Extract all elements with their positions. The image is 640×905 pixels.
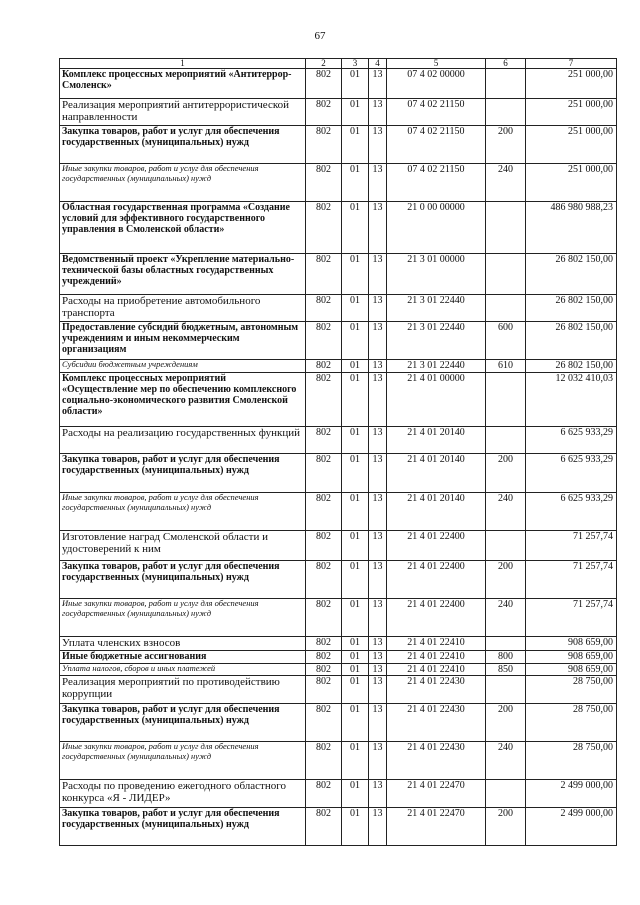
row-amount: 2 499 000,00 bbox=[526, 780, 617, 808]
row-amount: 2 499 000,00 bbox=[526, 808, 617, 846]
table-row bbox=[60, 780, 617, 808]
table-row bbox=[60, 454, 617, 493]
col-header-6: 6 bbox=[486, 59, 526, 69]
row-expense-type bbox=[486, 427, 526, 454]
row-admin-code: 802 bbox=[306, 373, 342, 427]
row-expense-type: 200 bbox=[486, 126, 526, 164]
row-name: Изготовление наград Смоленской области и удостоверений к ним bbox=[60, 531, 306, 561]
table-row bbox=[60, 69, 617, 99]
row-amount: 28 750,00 bbox=[526, 704, 617, 742]
col-header-5: 5 bbox=[387, 59, 486, 69]
row-expense-type bbox=[486, 202, 526, 254]
row-admin-code: 802 bbox=[306, 637, 342, 651]
row-name: Расходы на приобретение автомобильного транспорта bbox=[60, 295, 306, 322]
row-admin-code: 802 bbox=[306, 651, 342, 664]
row-admin-code: 802 bbox=[306, 69, 342, 99]
row-name: Закупка товаров, работ и услуг для обеспечения государственных (муниципальных) нужд bbox=[60, 561, 306, 599]
row-section: 01 bbox=[342, 780, 369, 808]
row-expense-type bbox=[486, 637, 526, 651]
row-target-article: 07 4 02 21150 bbox=[387, 164, 486, 202]
table-row bbox=[60, 742, 617, 780]
col-header-2: 2 bbox=[306, 59, 342, 69]
row-amount: 251 000,00 bbox=[526, 126, 617, 164]
row-expense-type: 200 bbox=[486, 808, 526, 846]
row-subsection: 13 bbox=[369, 742, 387, 780]
row-section: 01 bbox=[342, 493, 369, 531]
row-subsection: 13 bbox=[369, 664, 387, 676]
table-row bbox=[60, 99, 617, 126]
row-target-article: 07 4 02 21150 bbox=[387, 99, 486, 126]
row-target-article: 21 0 00 00000 bbox=[387, 202, 486, 254]
row-admin-code: 802 bbox=[306, 360, 342, 373]
row-subsection: 13 bbox=[369, 427, 387, 454]
row-section: 01 bbox=[342, 427, 369, 454]
row-subsection: 13 bbox=[369, 69, 387, 99]
row-expense-type bbox=[486, 69, 526, 99]
row-admin-code: 802 bbox=[306, 704, 342, 742]
row-expense-type: 240 bbox=[486, 742, 526, 780]
table-row bbox=[60, 126, 617, 164]
row-section: 01 bbox=[342, 808, 369, 846]
row-subsection: 13 bbox=[369, 322, 387, 360]
row-target-article: 21 4 01 20140 bbox=[387, 454, 486, 493]
table-row bbox=[60, 704, 617, 742]
row-subsection: 13 bbox=[369, 676, 387, 704]
row-expense-type: 600 bbox=[486, 322, 526, 360]
row-expense-type: 850 bbox=[486, 664, 526, 676]
row-subsection: 13 bbox=[369, 360, 387, 373]
row-amount: 71 257,74 bbox=[526, 561, 617, 599]
table-row bbox=[60, 664, 617, 676]
row-name: Расходы на реализацию государственных функций bbox=[60, 427, 306, 454]
row-name: Реализация мероприятий по противодействию коррупции bbox=[60, 676, 306, 704]
row-section: 01 bbox=[342, 99, 369, 126]
table-row bbox=[60, 202, 617, 254]
table-row bbox=[60, 651, 617, 664]
row-expense-type: 200 bbox=[486, 704, 526, 742]
row-section: 01 bbox=[342, 322, 369, 360]
row-section: 01 bbox=[342, 454, 369, 493]
header-row bbox=[60, 59, 617, 69]
row-admin-code: 802 bbox=[306, 164, 342, 202]
row-amount: 71 257,74 bbox=[526, 599, 617, 637]
row-section: 01 bbox=[342, 360, 369, 373]
row-name: Областная государственная программа «Создание условий для эффективного государственного управления в Смоленской области» bbox=[60, 202, 306, 254]
row-expense-type: 610 bbox=[486, 360, 526, 373]
row-amount: 486 980 988,23 bbox=[526, 202, 617, 254]
row-name: Субсидии бюджетным учреждениям bbox=[60, 360, 306, 373]
row-name: Закупка товаров, работ и услуг для обеспечения государственных (муниципальных) нужд bbox=[60, 454, 306, 493]
row-target-article: 21 4 01 22400 bbox=[387, 531, 486, 561]
row-expense-type: 200 bbox=[486, 454, 526, 493]
row-target-article: 21 4 01 22400 bbox=[387, 561, 486, 599]
table-row bbox=[60, 295, 617, 322]
row-subsection: 13 bbox=[369, 651, 387, 664]
row-amount: 6 625 933,29 bbox=[526, 454, 617, 493]
row-amount: 6 625 933,29 bbox=[526, 427, 617, 454]
row-amount: 26 802 150,00 bbox=[526, 254, 617, 295]
row-subsection: 13 bbox=[369, 637, 387, 651]
row-expense-type bbox=[486, 780, 526, 808]
row-section: 01 bbox=[342, 651, 369, 664]
row-target-article: 21 4 01 22410 bbox=[387, 664, 486, 676]
row-subsection: 13 bbox=[369, 202, 387, 254]
row-subsection: 13 bbox=[369, 99, 387, 126]
row-target-article: 07 4 02 21150 bbox=[387, 126, 486, 164]
table-row bbox=[60, 637, 617, 651]
row-amount: 26 802 150,00 bbox=[526, 295, 617, 322]
row-target-article: 21 4 01 22430 bbox=[387, 676, 486, 704]
col-header-3: 3 bbox=[342, 59, 369, 69]
row-amount: 71 257,74 bbox=[526, 531, 617, 561]
row-section: 01 bbox=[342, 69, 369, 99]
row-target-article: 21 4 01 22430 bbox=[387, 704, 486, 742]
row-expense-type bbox=[486, 373, 526, 427]
row-admin-code: 802 bbox=[306, 427, 342, 454]
row-target-article: 07 4 02 00000 bbox=[387, 69, 486, 99]
row-amount: 251 000,00 bbox=[526, 69, 617, 99]
table-row bbox=[60, 254, 617, 295]
row-section: 01 bbox=[342, 561, 369, 599]
row-amount: 26 802 150,00 bbox=[526, 360, 617, 373]
row-amount: 12 032 410,03 bbox=[526, 373, 617, 427]
row-section: 01 bbox=[342, 742, 369, 780]
row-expense-type: 240 bbox=[486, 599, 526, 637]
row-subsection: 13 bbox=[369, 454, 387, 493]
row-subsection: 13 bbox=[369, 295, 387, 322]
row-section: 01 bbox=[342, 664, 369, 676]
row-admin-code: 802 bbox=[306, 808, 342, 846]
row-section: 01 bbox=[342, 126, 369, 164]
row-amount: 26 802 150,00 bbox=[526, 322, 617, 360]
row-name: Расходы по проведению ежегодного областного конкурса «Я - ЛИДЕР» bbox=[60, 780, 306, 808]
row-amount: 251 000,00 bbox=[526, 99, 617, 126]
table-row bbox=[60, 808, 617, 846]
row-name: Уплата членских взносов bbox=[60, 637, 306, 651]
row-name: Закупка товаров, работ и услуг для обеспечения государственных (муниципальных) нужд bbox=[60, 808, 306, 846]
row-name: Ведомственный проект «Укрепление материально-технической базы областных государственных учреждений» bbox=[60, 254, 306, 295]
row-name: Комплекс процессных мероприятий «Осуществление мер по обеспечению комплексного социально-экономического развития Смоленской области» bbox=[60, 373, 306, 427]
row-subsection: 13 bbox=[369, 254, 387, 295]
row-name: Иные закупки товаров, работ и услуг для обеспечения государственных (муниципальных) нужд bbox=[60, 599, 306, 637]
row-section: 01 bbox=[342, 254, 369, 295]
row-expense-type: 240 bbox=[486, 493, 526, 531]
row-subsection: 13 bbox=[369, 780, 387, 808]
row-admin-code: 802 bbox=[306, 561, 342, 599]
row-name: Уплата налогов, сборов и иных платежей bbox=[60, 664, 306, 676]
table-row bbox=[60, 427, 617, 454]
row-section: 01 bbox=[342, 531, 369, 561]
row-name: Иные закупки товаров, работ и услуг для обеспечения государственных (муниципальных) нужд bbox=[60, 164, 306, 202]
col-header-1: 1 bbox=[60, 59, 306, 69]
row-admin-code: 802 bbox=[306, 99, 342, 126]
row-name: Предоставление субсидий бюджетным, автономным учреждениям и иным некоммерческим организациям bbox=[60, 322, 306, 360]
row-subsection: 13 bbox=[369, 599, 387, 637]
row-target-article: 21 3 01 22440 bbox=[387, 360, 486, 373]
row-name: Закупка товаров, работ и услуг для обеспечения государственных (муниципальных) нужд bbox=[60, 704, 306, 742]
row-section: 01 bbox=[342, 295, 369, 322]
page-number: 67 bbox=[314, 30, 326, 42]
row-target-article: 21 4 01 22470 bbox=[387, 780, 486, 808]
row-subsection: 13 bbox=[369, 808, 387, 846]
row-target-article: 21 4 01 00000 bbox=[387, 373, 486, 427]
row-expense-type: 200 bbox=[486, 561, 526, 599]
table-row bbox=[60, 360, 617, 373]
row-admin-code: 802 bbox=[306, 254, 342, 295]
row-admin-code: 802 bbox=[306, 126, 342, 164]
table-row bbox=[60, 676, 617, 704]
table-row bbox=[60, 561, 617, 599]
row-name: Закупка товаров, работ и услуг для обеспечения государственных (муниципальных) нужд bbox=[60, 126, 306, 164]
row-expense-type bbox=[486, 676, 526, 704]
row-name: Реализация мероприятий антитеррористической направленности bbox=[60, 99, 306, 126]
row-admin-code: 802 bbox=[306, 202, 342, 254]
row-target-article: 21 4 01 22400 bbox=[387, 599, 486, 637]
row-subsection: 13 bbox=[369, 704, 387, 742]
row-target-article: 21 3 01 22440 bbox=[387, 322, 486, 360]
row-admin-code: 802 bbox=[306, 493, 342, 531]
row-subsection: 13 bbox=[369, 561, 387, 599]
row-admin-code: 802 bbox=[306, 295, 342, 322]
row-expense-type bbox=[486, 99, 526, 126]
row-admin-code: 802 bbox=[306, 676, 342, 704]
row-subsection: 13 bbox=[369, 373, 387, 427]
row-section: 01 bbox=[342, 164, 369, 202]
row-admin-code: 802 bbox=[306, 664, 342, 676]
row-admin-code: 802 bbox=[306, 322, 342, 360]
table-row bbox=[60, 322, 617, 360]
col-header-7: 7 bbox=[526, 59, 617, 69]
row-target-article: 21 4 01 20140 bbox=[387, 493, 486, 531]
row-admin-code: 802 bbox=[306, 780, 342, 808]
col-header-4: 4 bbox=[369, 59, 387, 69]
row-amount: 908 659,00 bbox=[526, 637, 617, 651]
row-amount: 6 625 933,29 bbox=[526, 493, 617, 531]
table-row bbox=[60, 373, 617, 427]
table-row bbox=[60, 164, 617, 202]
row-admin-code: 802 bbox=[306, 742, 342, 780]
row-admin-code: 802 bbox=[306, 599, 342, 637]
row-subsection: 13 bbox=[369, 493, 387, 531]
row-subsection: 13 bbox=[369, 126, 387, 164]
row-section: 01 bbox=[342, 599, 369, 637]
row-name: Иные бюджетные ассигнования bbox=[60, 651, 306, 664]
budget-table bbox=[59, 58, 617, 846]
row-amount: 28 750,00 bbox=[526, 676, 617, 704]
row-section: 01 bbox=[342, 676, 369, 704]
row-expense-type bbox=[486, 254, 526, 295]
row-expense-type bbox=[486, 295, 526, 322]
row-target-article: 21 3 01 00000 bbox=[387, 254, 486, 295]
row-section: 01 bbox=[342, 637, 369, 651]
table-row bbox=[60, 599, 617, 637]
table-row bbox=[60, 531, 617, 561]
row-amount: 251 000,00 bbox=[526, 164, 617, 202]
row-target-article: 21 4 01 22430 bbox=[387, 742, 486, 780]
row-target-article: 21 3 01 22440 bbox=[387, 295, 486, 322]
row-name: Иные закупки товаров, работ и услуг для обеспечения государственных (муниципальных) нужд bbox=[60, 493, 306, 531]
row-amount: 908 659,00 bbox=[526, 651, 617, 664]
row-section: 01 bbox=[342, 704, 369, 742]
row-expense-type: 240 bbox=[486, 164, 526, 202]
table-row bbox=[60, 493, 617, 531]
row-expense-type bbox=[486, 531, 526, 561]
row-expense-type: 800 bbox=[486, 651, 526, 664]
row-target-article: 21 4 01 20140 bbox=[387, 427, 486, 454]
row-name: Иные закупки товаров, работ и услуг для обеспечения государственных (муниципальных) нужд bbox=[60, 742, 306, 780]
row-subsection: 13 bbox=[369, 531, 387, 561]
row-target-article: 21 4 01 22410 bbox=[387, 637, 486, 651]
row-target-article: 21 4 01 22410 bbox=[387, 651, 486, 664]
row-amount: 908 659,00 bbox=[526, 664, 617, 676]
row-target-article: 21 4 01 22470 bbox=[387, 808, 486, 846]
row-section: 01 bbox=[342, 202, 369, 254]
row-name: Комплекс процессных мероприятий «Антитеррор-Смоленск» bbox=[60, 69, 306, 99]
row-section: 01 bbox=[342, 373, 369, 427]
row-admin-code: 802 bbox=[306, 454, 342, 493]
row-admin-code: 802 bbox=[306, 531, 342, 561]
row-amount: 28 750,00 bbox=[526, 742, 617, 780]
row-subsection: 13 bbox=[369, 164, 387, 202]
